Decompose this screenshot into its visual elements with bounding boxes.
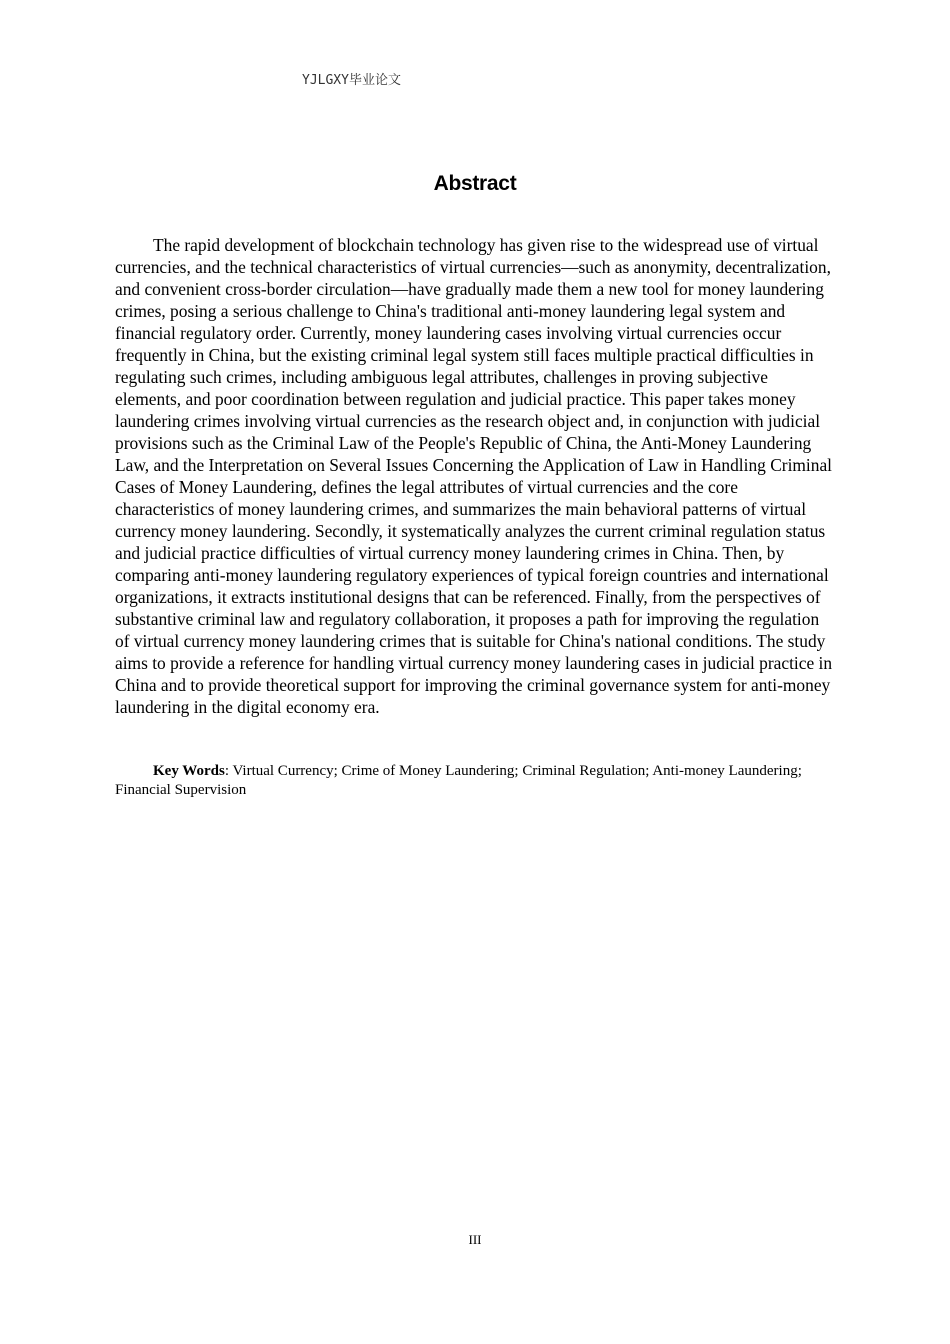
keywords-label: Key Words [153,763,225,779]
abstract-title: Abstract [433,172,517,195]
page-number: III [468,1232,482,1247]
keywords-text: : Virtual Currency; Crime of Money Laundering; Criminal Regulation; Anti-money Laundering; Financial Supervision [115,763,802,798]
keywords-paragraph [115,762,835,800]
page-header: YJLGXY毕业论文 [302,73,401,88]
abstract-body: The rapid development of blockchain technology has given rise to the widespread use of virtual currencies, and the technical characteristics of virtual currencies—such as anonymity, decentralization, and convenient cross-border circulation—have gradually made them a new tool for money laundering crimes, posing a serious challenge to China's traditional anti-money laundering legal system and financial regulatory order. Currently, money laundering cases involving virtual currencies occur frequently in China, but the existing criminal legal system still faces multiple practical difficulties in regulating such crimes, including ambiguous legal attributes, challenges in proving subjective elements, and poor coordination between regulation and judicial practice. This paper takes money laundering crimes involving virtual currencies as the research object and, in conjunction with judicial provisions such as the Criminal Law of the People's Republic of China, the Anti-Money Laundering Law, and the Interpretation on Several Issues Concerning the Application of Law in Handling Criminal Cases of Money Laundering, defines the legal attributes of virtual currencies and the core characteristics of money laundering crimes, and summarizes the main behavioral patterns of virtual currency money laundering. Secondly, it systematically analyzes the current criminal regulation status and judicial practice difficulties of virtual currency money laundering crimes in China. Then, by comparing anti-money laundering regulatory experiences of typical foreign countries and international organizations, it extracts institutional designs that can be referenced. Finally, from the perspectives of substantive criminal law and regulatory collaboration, it proposes a path for improving the regulation of virtual currency money laundering crimes that is suitable for China's national conditions. The study aims to provide a reference for handling virtual currency money laundering cases in judicial practice in China and to provide theoretical support for improving the criminal governance system for anti-money laundering in the digital economy era. [115,235,833,717]
